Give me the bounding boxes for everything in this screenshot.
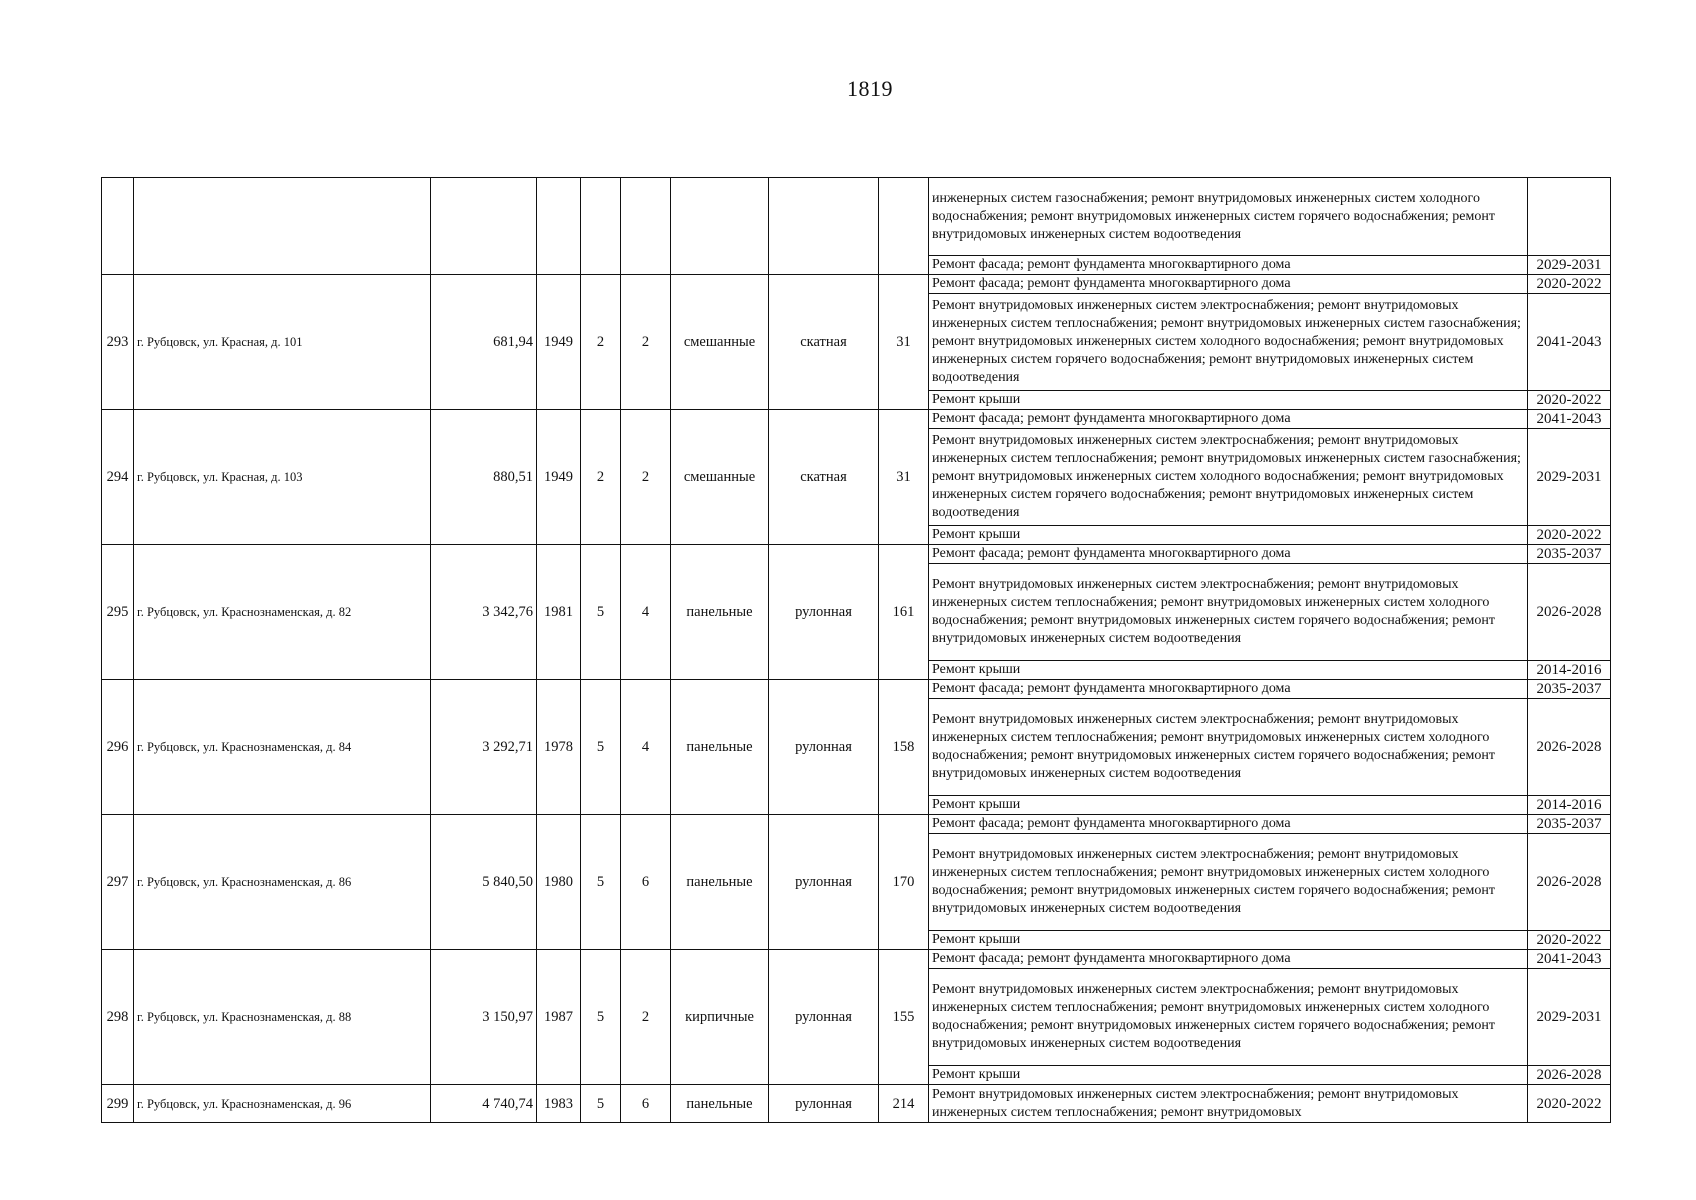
entrances-cell bbox=[621, 178, 671, 275]
work-description: Ремонт фасада; ремонт фундамента многоквартирного дома bbox=[929, 815, 1528, 834]
work-description: Ремонт крыши bbox=[929, 796, 1528, 815]
work-description: Ремонт крыши bbox=[929, 931, 1528, 950]
floors: 5 bbox=[581, 815, 621, 950]
entrances: 2 bbox=[621, 410, 671, 545]
work-description: Ремонт фасада; ремонт фундамента многоквартирного дома bbox=[929, 410, 1528, 429]
work-description: Ремонт внутридомовых инженерных систем электроснабжения; ремонт внутридомовых инженерных систем теплоснабжения; ремонт внутридомовых инженерных систем холодного водоснабжения; ремонт внутридомовых инженерных систем горячего водоснабжения; ремонт внутридомовых инженерных систем водоотведения bbox=[929, 699, 1528, 796]
wall-material: панельные bbox=[671, 545, 769, 680]
roof-type: рулонная bbox=[769, 950, 879, 1085]
work-period: 2041-2043 bbox=[1528, 294, 1611, 391]
row-number: 296 bbox=[102, 680, 134, 815]
address: г. Рубцовск, ул. Краснознаменская, д. 86 bbox=[134, 815, 431, 950]
work-period: 2020-2022 bbox=[1528, 391, 1611, 410]
table-row bbox=[102, 950, 1611, 969]
residents-cell bbox=[879, 178, 929, 275]
roof-type: рулонная bbox=[769, 815, 879, 950]
row-number: 293 bbox=[102, 275, 134, 410]
total-area: 4 740,74 bbox=[431, 1085, 537, 1123]
roof-type: скатная bbox=[769, 275, 879, 410]
table-row bbox=[102, 545, 1611, 564]
address: г. Рубцовск, ул. Красная, д. 103 bbox=[134, 410, 431, 545]
work-period: 2035-2037 bbox=[1528, 680, 1611, 699]
work-period bbox=[1528, 178, 1611, 256]
table-row bbox=[102, 178, 1611, 256]
work-period: 2035-2037 bbox=[1528, 545, 1611, 564]
build-year: 1981 bbox=[537, 545, 581, 680]
residents: 31 bbox=[879, 410, 929, 545]
repair-schedule-table bbox=[101, 177, 1611, 1123]
floors: 5 bbox=[581, 545, 621, 680]
entrances: 4 bbox=[621, 545, 671, 680]
work-period: 2020-2022 bbox=[1528, 526, 1611, 545]
work-description: Ремонт внутридомовых инженерных систем электроснабжения; ремонт внутридомовых инженерных систем теплоснабжения; ремонт внутридомовых инженерных систем холодного водоснабжения; ремонт внутридомовых инженерных систем горячего водоснабжения; ремонт внутридомовых инженерных систем водоотведения bbox=[929, 564, 1528, 661]
address-cell bbox=[134, 178, 431, 275]
entrances: 2 bbox=[621, 275, 671, 410]
table-row bbox=[102, 815, 1611, 834]
wall-material: смешанные bbox=[671, 410, 769, 545]
work-period: 2020-2022 bbox=[1528, 931, 1611, 950]
work-period: 2035-2037 bbox=[1528, 815, 1611, 834]
work-description: Ремонт крыши bbox=[929, 661, 1528, 680]
residents: 161 bbox=[879, 545, 929, 680]
residents: 31 bbox=[879, 275, 929, 410]
entrances: 2 bbox=[621, 950, 671, 1085]
row-number: 295 bbox=[102, 545, 134, 680]
roof-type: рулонная bbox=[769, 1085, 879, 1123]
work-description: Ремонт крыши bbox=[929, 526, 1528, 545]
table-row bbox=[102, 275, 1611, 294]
roof-cell bbox=[769, 178, 879, 275]
work-description: Ремонт фасада; ремонт фундамента многоквартирного дома bbox=[929, 545, 1528, 564]
row-number: 297 bbox=[102, 815, 134, 950]
work-description: Ремонт внутридомовых инженерных систем электроснабжения; ремонт внутридомовых инженерных систем теплоснабжения; ремонт внутридомовых инженерных систем газоснабжения; ремонт внутридомовых инженерных систем холодного водоснабжения; ремонт внутридомовых инженерных систем горячего водоснабжения; ремонт внутридомовых инженерных систем водоотведения bbox=[929, 429, 1528, 526]
address: г. Рубцовск, ул. Красная, д. 101 bbox=[134, 275, 431, 410]
work-period: 2041-2043 bbox=[1528, 950, 1611, 969]
work-description: Ремонт фасада; ремонт фундамента многоквартирного дома bbox=[929, 950, 1528, 969]
row-number: 294 bbox=[102, 410, 134, 545]
build-year: 1987 bbox=[537, 950, 581, 1085]
num-cell bbox=[102, 178, 134, 275]
total-area: 5 840,50 bbox=[431, 815, 537, 950]
table-row bbox=[102, 1085, 1611, 1123]
residents: 158 bbox=[879, 680, 929, 815]
total-area: 681,94 bbox=[431, 275, 537, 410]
total-area: 880,51 bbox=[431, 410, 537, 545]
area-cell bbox=[431, 178, 537, 275]
roof-type: скатная bbox=[769, 410, 879, 545]
year-cell bbox=[537, 178, 581, 275]
build-year: 1980 bbox=[537, 815, 581, 950]
build-year: 1949 bbox=[537, 275, 581, 410]
residents: 170 bbox=[879, 815, 929, 950]
floors-cell bbox=[581, 178, 621, 275]
build-year: 1978 bbox=[537, 680, 581, 815]
floors: 5 bbox=[581, 1085, 621, 1123]
work-description: Ремонт внутридомовых инженерных систем электроснабжения; ремонт внутридомовых инженерных систем теплоснабжения; ремонт внутридомовых bbox=[929, 1085, 1528, 1123]
work-period: 2026-2028 bbox=[1528, 834, 1611, 931]
table-row bbox=[102, 410, 1611, 429]
work-description: Ремонт внутридомовых инженерных систем электроснабжения; ремонт внутридомовых инженерных систем теплоснабжения; ремонт внутридомовых инженерных систем холодного водоснабжения; ремонт внутридомовых инженерных систем горячего водоснабжения; ремонт внутридомовых инженерных систем водоотведения bbox=[929, 834, 1528, 931]
row-number: 298 bbox=[102, 950, 134, 1085]
wall-material: смешанные bbox=[671, 275, 769, 410]
residents: 155 bbox=[879, 950, 929, 1085]
entrances: 4 bbox=[621, 680, 671, 815]
residents: 214 bbox=[879, 1085, 929, 1123]
work-description: Ремонт внутридомовых инженерных систем электроснабжения; ремонт внутридомовых инженерных систем теплоснабжения; ремонт внутридомовых инженерных систем газоснабжения; ремонт внутридомовых инженерных систем холодного водоснабжения; ремонт внутридомовых инженерных систем горячего водоснабжения; ремонт внутридомовых инженерных систем водоотведения bbox=[929, 294, 1528, 391]
roof-type: рулонная bbox=[769, 545, 879, 680]
work-period: 2014-2016 bbox=[1528, 661, 1611, 680]
work-description: Ремонт внутридомовых инженерных систем электроснабжения; ремонт внутридомовых инженерных систем теплоснабжения; ремонт внутридомовых инженерных систем холодного водоснабжения; ремонт внутридомовых инженерных систем горячего водоснабжения; ремонт внутридомовых инженерных систем водоотведения bbox=[929, 969, 1528, 1066]
floors: 5 bbox=[581, 680, 621, 815]
total-area: 3 292,71 bbox=[431, 680, 537, 815]
address: г. Рубцовск, ул. Краснознаменская, д. 82 bbox=[134, 545, 431, 680]
work-period: 2020-2022 bbox=[1528, 275, 1611, 294]
walls-cell bbox=[671, 178, 769, 275]
work-period: 2020-2022 bbox=[1528, 1085, 1611, 1123]
row-number: 299 bbox=[102, 1085, 134, 1123]
entrances: 6 bbox=[621, 1085, 671, 1123]
work-description: Ремонт крыши bbox=[929, 391, 1528, 410]
wall-material: кирпичные bbox=[671, 950, 769, 1085]
work-period: 2029-2031 bbox=[1528, 429, 1611, 526]
floors: 5 bbox=[581, 950, 621, 1085]
work-period: 2026-2028 bbox=[1528, 1066, 1611, 1085]
work-period: 2029-2031 bbox=[1528, 256, 1611, 275]
roof-type: рулонная bbox=[769, 680, 879, 815]
wall-material: панельные bbox=[671, 1085, 769, 1123]
address: г. Рубцовск, ул. Краснознаменская, д. 96 bbox=[134, 1085, 431, 1123]
work-period: 2014-2016 bbox=[1528, 796, 1611, 815]
work-period: 2029-2031 bbox=[1528, 969, 1611, 1066]
work-description: Ремонт крыши bbox=[929, 1066, 1528, 1085]
work-period: 2026-2028 bbox=[1528, 699, 1611, 796]
total-area: 3 342,76 bbox=[431, 545, 537, 680]
wall-material: панельные bbox=[671, 680, 769, 815]
floors: 2 bbox=[581, 275, 621, 410]
floors: 2 bbox=[581, 410, 621, 545]
work-period: 2041-2043 bbox=[1528, 410, 1611, 429]
address: г. Рубцовск, ул. Краснознаменская, д. 88 bbox=[134, 950, 431, 1085]
work-description: Ремонт фасада; ремонт фундамента многоквартирного дома bbox=[929, 256, 1528, 275]
table-row bbox=[102, 680, 1611, 699]
total-area: 3 150,97 bbox=[431, 950, 537, 1085]
page-number: 1819 bbox=[847, 76, 893, 101]
build-year: 1983 bbox=[537, 1085, 581, 1123]
build-year: 1949 bbox=[537, 410, 581, 545]
work-period: 2026-2028 bbox=[1528, 564, 1611, 661]
wall-material: панельные bbox=[671, 815, 769, 950]
address: г. Рубцовск, ул. Краснознаменская, д. 84 bbox=[134, 680, 431, 815]
entrances: 6 bbox=[621, 815, 671, 950]
work-description: инженерных систем газоснабжения; ремонт внутридомовых инженерных систем холодного водоснабжения; ремонт внутридомовых инженерных систем горячего водоснабжения; ремонт внутридомовых инженерных систем водоотведения bbox=[929, 178, 1528, 256]
work-description: Ремонт фасада; ремонт фундамента многоквартирного дома bbox=[929, 275, 1528, 294]
work-description: Ремонт фасада; ремонт фундамента многоквартирного дома bbox=[929, 680, 1528, 699]
